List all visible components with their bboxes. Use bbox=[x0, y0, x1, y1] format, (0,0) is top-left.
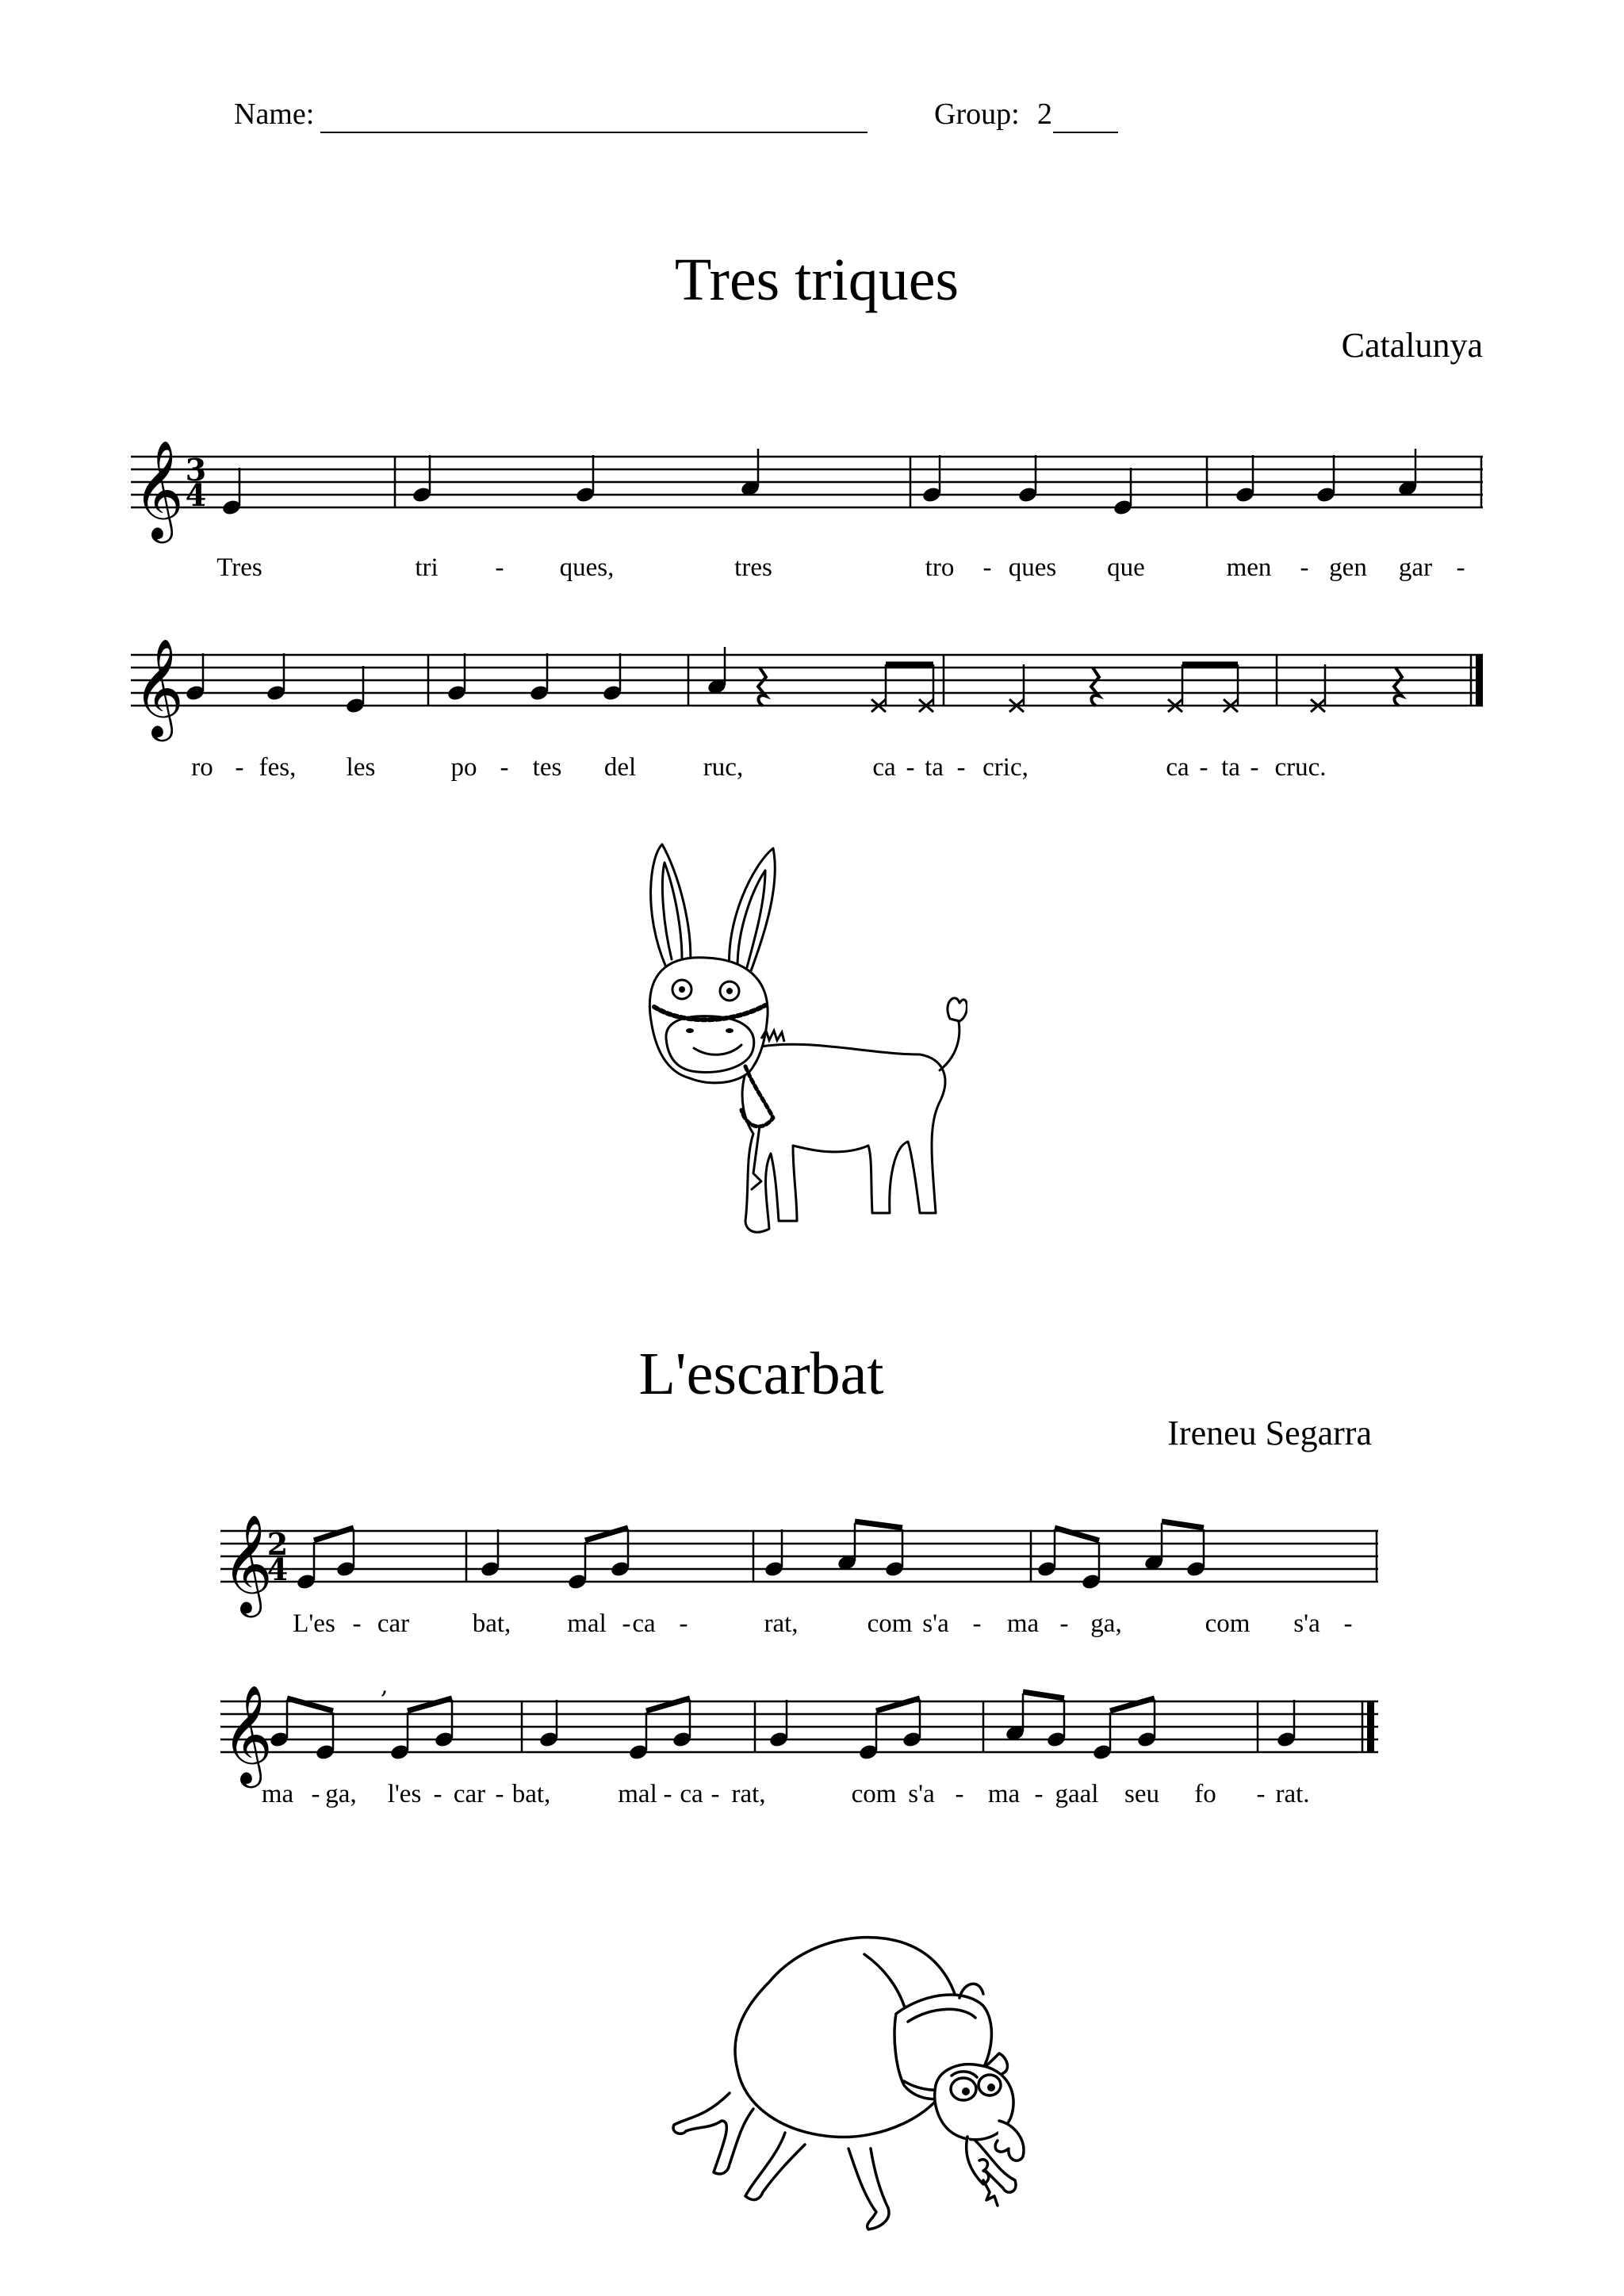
beam bbox=[1162, 1521, 1204, 1528]
lyrics-song1-line1 bbox=[0, 553, 1624, 593]
lyric-syllable: - bbox=[663, 1780, 672, 1808]
quarter-rest bbox=[1394, 668, 1402, 706]
treble-clef: 𝄞 bbox=[133, 638, 184, 737]
group-field[interactable] bbox=[1053, 132, 1118, 133]
treble-clef: 𝄞 bbox=[222, 1685, 273, 1784]
lyric-syllable: - bbox=[1199, 753, 1208, 782]
lyric-syllable: ques bbox=[1008, 553, 1057, 582]
song-composer: Ireneu Segarra bbox=[1167, 1414, 1372, 1452]
lyric-syllable: rat, bbox=[731, 1780, 766, 1808]
song-title: Tres triques bbox=[674, 247, 959, 313]
lyric-syllable: - bbox=[235, 753, 244, 782]
lyric-syllable: mal bbox=[618, 1780, 657, 1808]
staff-song1-line2 bbox=[0, 626, 1624, 737]
time-signature-top: 2 bbox=[266, 1526, 289, 1562]
lyric-syllable: - bbox=[311, 1780, 320, 1808]
lyric-syllable: del bbox=[603, 753, 637, 782]
staff-song2-line2 bbox=[0, 1673, 1624, 1784]
lyric-syllable: ga, bbox=[1090, 1609, 1122, 1638]
lyric-syllable: ta bbox=[925, 753, 944, 782]
lyric-syllable: ro bbox=[191, 753, 213, 782]
beam bbox=[585, 1528, 628, 1540]
lyric-syllable: com bbox=[867, 1609, 913, 1638]
beam bbox=[855, 1521, 902, 1528]
name-label: Name: bbox=[234, 98, 315, 131]
lyric-syllable: que bbox=[1107, 553, 1145, 582]
quarter-rest bbox=[758, 668, 766, 706]
lyric-syllable: gar bbox=[1398, 553, 1433, 582]
lyric-syllable: - bbox=[982, 553, 992, 582]
lyric-syllable: com bbox=[851, 1780, 897, 1808]
lyric-syllable: s'a bbox=[908, 1780, 935, 1808]
beetle-illustration bbox=[666, 1919, 1039, 2236]
lyric-syllable: tro bbox=[925, 553, 955, 582]
beam bbox=[646, 1698, 690, 1711]
lyric-syllable: ga, bbox=[325, 1780, 357, 1808]
lyric-syllable: fo bbox=[1194, 1780, 1216, 1808]
lyric-syllable: ma bbox=[1006, 1609, 1040, 1638]
beam bbox=[1055, 1528, 1099, 1540]
lyric-syllable: men bbox=[1226, 553, 1272, 582]
time-signature-top: 3 bbox=[185, 452, 207, 488]
final-barline bbox=[1476, 655, 1483, 706]
lyric-syllable: - bbox=[1456, 553, 1465, 582]
lyric-syllable: ca bbox=[632, 1609, 656, 1638]
beam bbox=[287, 1698, 333, 1711]
beam bbox=[876, 1698, 920, 1711]
lyrics-song2-line1 bbox=[0, 1609, 1624, 1649]
breath-mark: , bbox=[381, 1672, 389, 1700]
lyric-syllable: tes bbox=[532, 753, 562, 782]
lyric-syllable: ca bbox=[872, 753, 896, 782]
lyric-syllable: cric, bbox=[982, 753, 1028, 782]
lyrics-song1-line2 bbox=[0, 753, 1624, 793]
lyric-syllable: car bbox=[377, 1609, 410, 1638]
lyric-syllable: - bbox=[433, 1780, 442, 1808]
lyric-syllable: - bbox=[955, 1780, 964, 1808]
lyric-syllable: tres bbox=[734, 553, 772, 582]
lyric-syllable: - bbox=[495, 553, 504, 582]
lyric-syllable: - bbox=[906, 753, 915, 782]
lyric-syllable: rat. bbox=[1275, 1780, 1310, 1808]
lyric-syllable: s'a bbox=[922, 1609, 949, 1638]
lyric-syllable: mal bbox=[567, 1609, 607, 1638]
lyric-syllable: - bbox=[956, 753, 966, 782]
lyric-syllable: - bbox=[1256, 1780, 1266, 1808]
staff-song1-line1 bbox=[0, 428, 1624, 539]
lyric-syllable: ca bbox=[1166, 753, 1189, 782]
lyric-syllable: tri bbox=[415, 553, 439, 582]
lyric-syllable: cruc. bbox=[1274, 753, 1327, 782]
lyric-syllable: Tres bbox=[216, 553, 262, 582]
beam bbox=[408, 1698, 452, 1711]
treble-clef: 𝄞 bbox=[222, 1514, 273, 1613]
beam bbox=[1110, 1698, 1155, 1711]
name-field[interactable] bbox=[320, 132, 868, 133]
song-title: L'escarbat bbox=[638, 1341, 884, 1407]
lyric-syllable: - bbox=[622, 1609, 631, 1638]
lyric-syllable: - bbox=[1343, 1609, 1353, 1638]
lyric-syllable: po bbox=[450, 753, 477, 782]
lyric-syllable: ma bbox=[987, 1780, 1021, 1808]
lyric-syllable: ta bbox=[1221, 753, 1240, 782]
beam bbox=[314, 1528, 354, 1540]
lyric-syllable: - bbox=[1300, 553, 1309, 582]
lyric-syllable: gaal bbox=[1055, 1780, 1099, 1808]
lyric-syllable: - bbox=[1059, 1609, 1069, 1638]
lyric-syllable: l'es bbox=[387, 1780, 422, 1808]
lyric-syllable: bat, bbox=[511, 1780, 551, 1808]
lyric-syllable: seu bbox=[1124, 1780, 1159, 1808]
time-signature-bottom: 4 bbox=[266, 1552, 289, 1587]
lyric-syllable: rat, bbox=[764, 1609, 799, 1638]
group-label: Group: bbox=[934, 98, 1020, 131]
staff-song2-line1 bbox=[0, 1502, 1624, 1613]
lyric-syllable: ques, bbox=[559, 553, 615, 582]
lyric-syllable: bat, bbox=[472, 1609, 511, 1638]
group-value: 2 bbox=[1037, 98, 1052, 131]
lyric-syllable: les bbox=[346, 753, 376, 782]
treble-clef: 𝄞 bbox=[133, 440, 184, 539]
time-signature-bottom: 4 bbox=[185, 477, 207, 513]
lyric-syllable: - bbox=[352, 1609, 362, 1638]
lyric-syllable: - bbox=[1250, 753, 1259, 782]
lyric-syllable: com bbox=[1205, 1609, 1251, 1638]
lyric-syllable: fes, bbox=[259, 753, 297, 782]
donkey-illustration bbox=[634, 840, 967, 1245]
lyric-syllable: - bbox=[1034, 1780, 1044, 1808]
song-composer: Catalunya bbox=[1341, 326, 1483, 365]
lyrics-song2-line2 bbox=[0, 1780, 1624, 1820]
lyric-syllable: - bbox=[972, 1609, 982, 1638]
lyric-syllable: ca bbox=[680, 1780, 703, 1808]
lyric-syllable: ruc, bbox=[703, 753, 744, 782]
lyric-syllable: - bbox=[710, 1780, 720, 1808]
beam bbox=[1023, 1692, 1064, 1698]
lyric-syllable: - bbox=[495, 1780, 504, 1808]
lyric-syllable: gen bbox=[1329, 553, 1367, 582]
lyric-syllable: ma bbox=[261, 1780, 294, 1808]
lyric-syllable: L'es bbox=[293, 1609, 335, 1638]
lyric-syllable: car bbox=[453, 1780, 486, 1808]
lyric-syllable: - bbox=[500, 753, 509, 782]
lyric-syllable: s'a bbox=[1293, 1609, 1320, 1638]
final-barline bbox=[1367, 1701, 1374, 1752]
quarter-rest bbox=[1091, 668, 1099, 706]
lyric-syllable: - bbox=[679, 1609, 688, 1638]
